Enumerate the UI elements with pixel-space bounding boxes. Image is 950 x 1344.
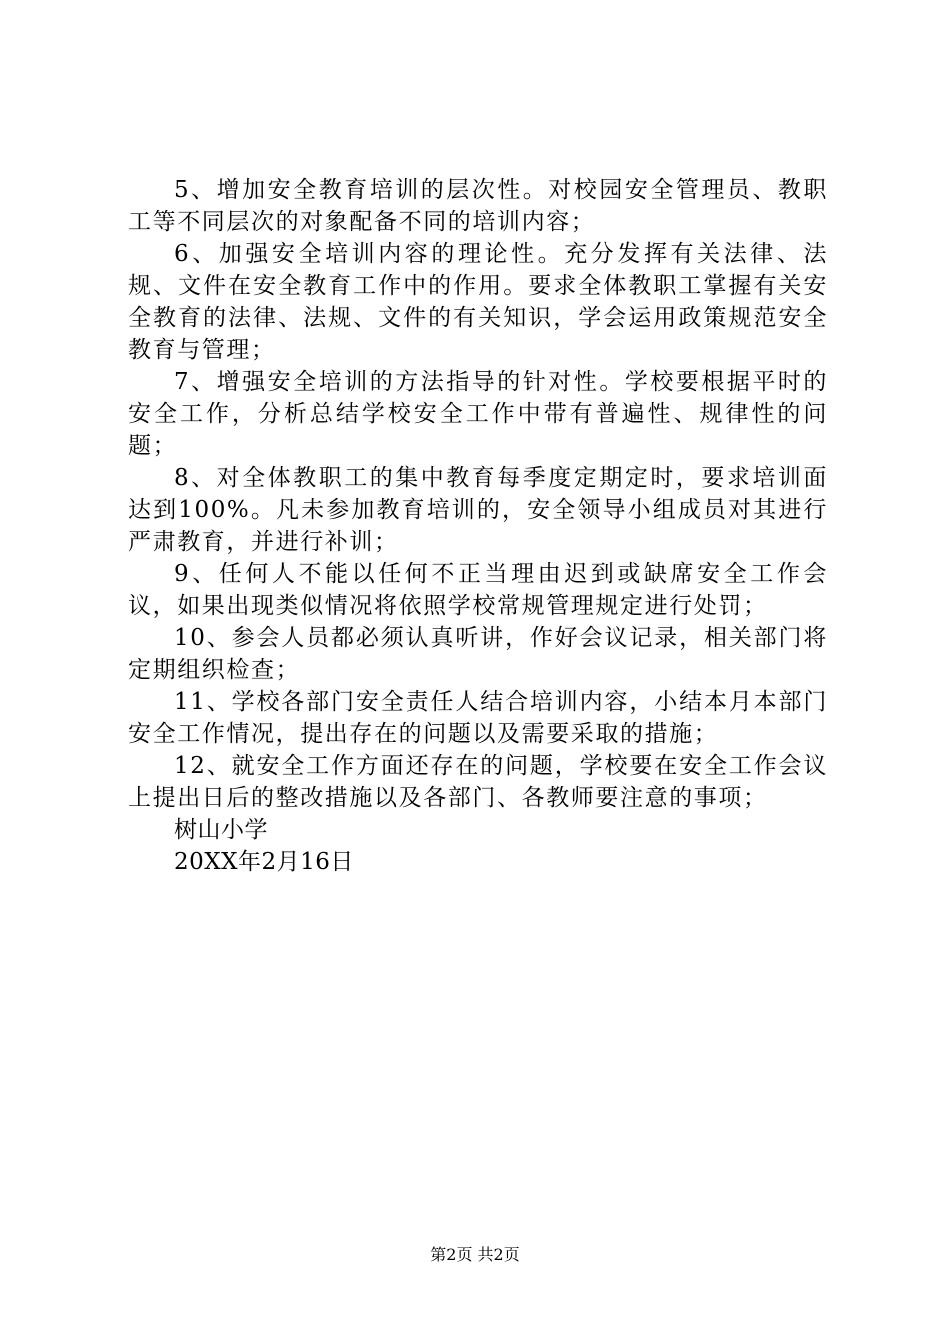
paragraph-item-6: 6、加强安全培训内容的理论性。充分发挥有关法律、法规、文件在安全教育工作中的作用。要求全体教职工掌握有关安全教育的法律、法规、文件的有关知识，学会运用政策规范安全教育与管理； [128, 241, 828, 363]
signature-date: 20XX年2月16日 [174, 849, 354, 875]
paragraph-item-7: 7、增强安全培训的方法指导的针对性。学校要根据平时的安全工作，分析总结学校安全工作中带有普遍性、规律性的问题； [128, 369, 828, 459]
paragraph-item-9: 9、任何人不能以任何不正当理由迟到或缺席安全工作会议，如果出现类似情况将依照学校常规管理规定进行处罚； [128, 561, 828, 619]
page-number-footer: 第2页 共2页 [430, 1245, 520, 1264]
signature-organization: 树山小学 [174, 817, 268, 843]
paragraph-item-5: 5、增加安全教育培训的层次性。对校园安全管理员、教职工等不同层次的对象配备不同的培训内容； [128, 177, 828, 235]
paragraph-item-10: 10、参会人员都必须认真听讲，作好会议记录，相关部门将定期组织检查； [128, 625, 828, 683]
paragraph-item-8: 8、对全体教职工的集中教育每季度定期定时，要求培训面达到100%。凡未参加教育培训的，安全领导小组成员对其进行严肃教育，并进行补训； [128, 465, 828, 555]
paragraph-item-12: 12、就安全工作方面还存在的问题，学校要在安全工作会议上提出日后的整改措施以及各部门、各教师要注意的事项； [128, 753, 828, 811]
document-body [128, 174, 828, 878]
paragraph-item-11: 11、学校各部门安全责任人结合培训内容，小结本月本部门安全工作情况，提出存在的问题以及需要采取的措施； [128, 689, 828, 747]
